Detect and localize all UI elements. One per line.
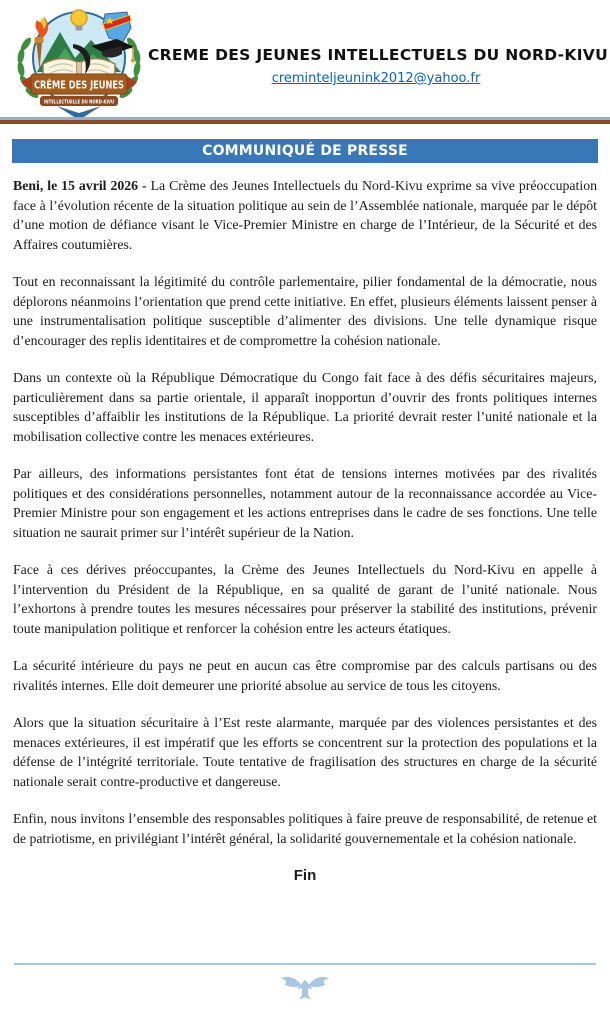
logo-sub-banner-text: INTELLECTUELLE DU NORD-KIVU xyxy=(44,99,114,106)
email-line xyxy=(148,69,604,87)
press-release-title: COMMUNIQUÉ DE PRESSE xyxy=(202,143,408,159)
paragraph-intro xyxy=(13,176,597,254)
paragraph: Tout en reconnaissant la légitimité du contrôle parlementaire, pilier fondamental de la démocratie, nous déplorons néanmoins l’orientation que prend cette initiative. En effet, plusieurs éléments laissent penser à une instrumentalisation politique susceptible d’alimenter des divisions. Une telle dynamique risque d’encourager des replis identitaires et de compromettre la cohésion nationale. xyxy=(13,274,597,348)
dove-ornament-icon xyxy=(279,973,331,1007)
header-divider xyxy=(0,117,610,124)
org-name: CREME DES JEUNES INTELLECTUELS DU NORD-KIVU xyxy=(148,46,608,64)
paragraph: Face à ces dérives préoccupantes, la Crème des Jeunes Intellectuels du Nord-Kivu en appelle à l’intervention du Président de la République, en sa qualité de garant de l’unité nationale. Nous l’exhortons à prendre toutes les mesures nécessaires pour préserver la stabilité des institutions, prévenir toute manipulation politique et renforcer la cohésion entre les acteurs étatiques. xyxy=(13,562,597,636)
footer-divider xyxy=(14,963,596,965)
closing-text: Fin xyxy=(293,867,317,884)
logo-sub-ribbon xyxy=(40,96,118,106)
paragraph: Dans un contexte où la République Démocratique du Congo fait face à des défis sécuritaires majeurs, particulièrement dans sa partie orientale, il apparaît inopportun d’ouvrir des fronts politiques internes susceptibles d’affaiblir les institutions de la République. La priorité devrait rester l’unité nationale et la mobilisation collective contre les menaces extérieures. xyxy=(13,370,597,444)
paragraph: Alors que la situation sécuritaire à l’Est reste alarmante, marquée par des violences persistantes et des menaces extérieures, il est impératif que les efforts se concentrent sur la protection des populations et la défense de l’intégrité territoriale. Toute tentative de fragilisation des structures en charge de la sécurité nationale serait contre-productive et dangereuse. xyxy=(13,715,597,789)
header-text-block xyxy=(148,46,608,87)
logo-ribbon xyxy=(21,74,145,94)
intro-text: La Crème des Jeunes Intellectuels du Nord-Kivu exprime sa vive préoccupation face à l’évolution récente de la situation politique au sein de l’Assemblée nationale, marquée par le dépôt d’une motion de défiance visant le Vice-Premier Ministre en charge de l’Intérieur, de la Sécurité et des Affaires coutumières. xyxy=(13,178,598,252)
press-release-banner xyxy=(12,139,598,163)
org-logo-emblem xyxy=(13,8,145,120)
paragraph: La sécurité intérieure du pays ne peut en aucun cas être compromise par des calculs partisans ou des rivalités internes. Elle doit demeurer une priorité absolue au service de tous les citoyens. xyxy=(13,658,597,693)
document-header xyxy=(0,6,610,118)
org-email-link[interactable]: creminteljeunink2012@yahoo.fr xyxy=(271,71,481,86)
logo-banner-text: CRÉME DES JEUNES xyxy=(34,79,145,92)
paragraph: Enfin, nous invitons l’ensemble des responsables politiques à faire preuve de responsabilité, de retenue et de patriotisme, en privilégiant l’intérêt général, la solidarité gouvernementale et la cohésion nationale. xyxy=(13,811,597,846)
dateline: Beni, le 15 avril 2026 - xyxy=(13,178,147,193)
document-body xyxy=(13,176,597,886)
paragraph: Par ailleurs, des informations persistantes font état de tensions internes motivées par des rivalités politiques et des considérations personnelles, notamment autour de la reconnaissance accordée au Vice-Premier Ministre pour son engagement et les actions entreprises dans le cadre de ses fonctions. Une telle situation ne saurait primer sur l’intérêt supérieur de la Nation. xyxy=(13,466,597,540)
org-logo xyxy=(13,8,145,120)
header-divider-bottom xyxy=(0,120,610,124)
